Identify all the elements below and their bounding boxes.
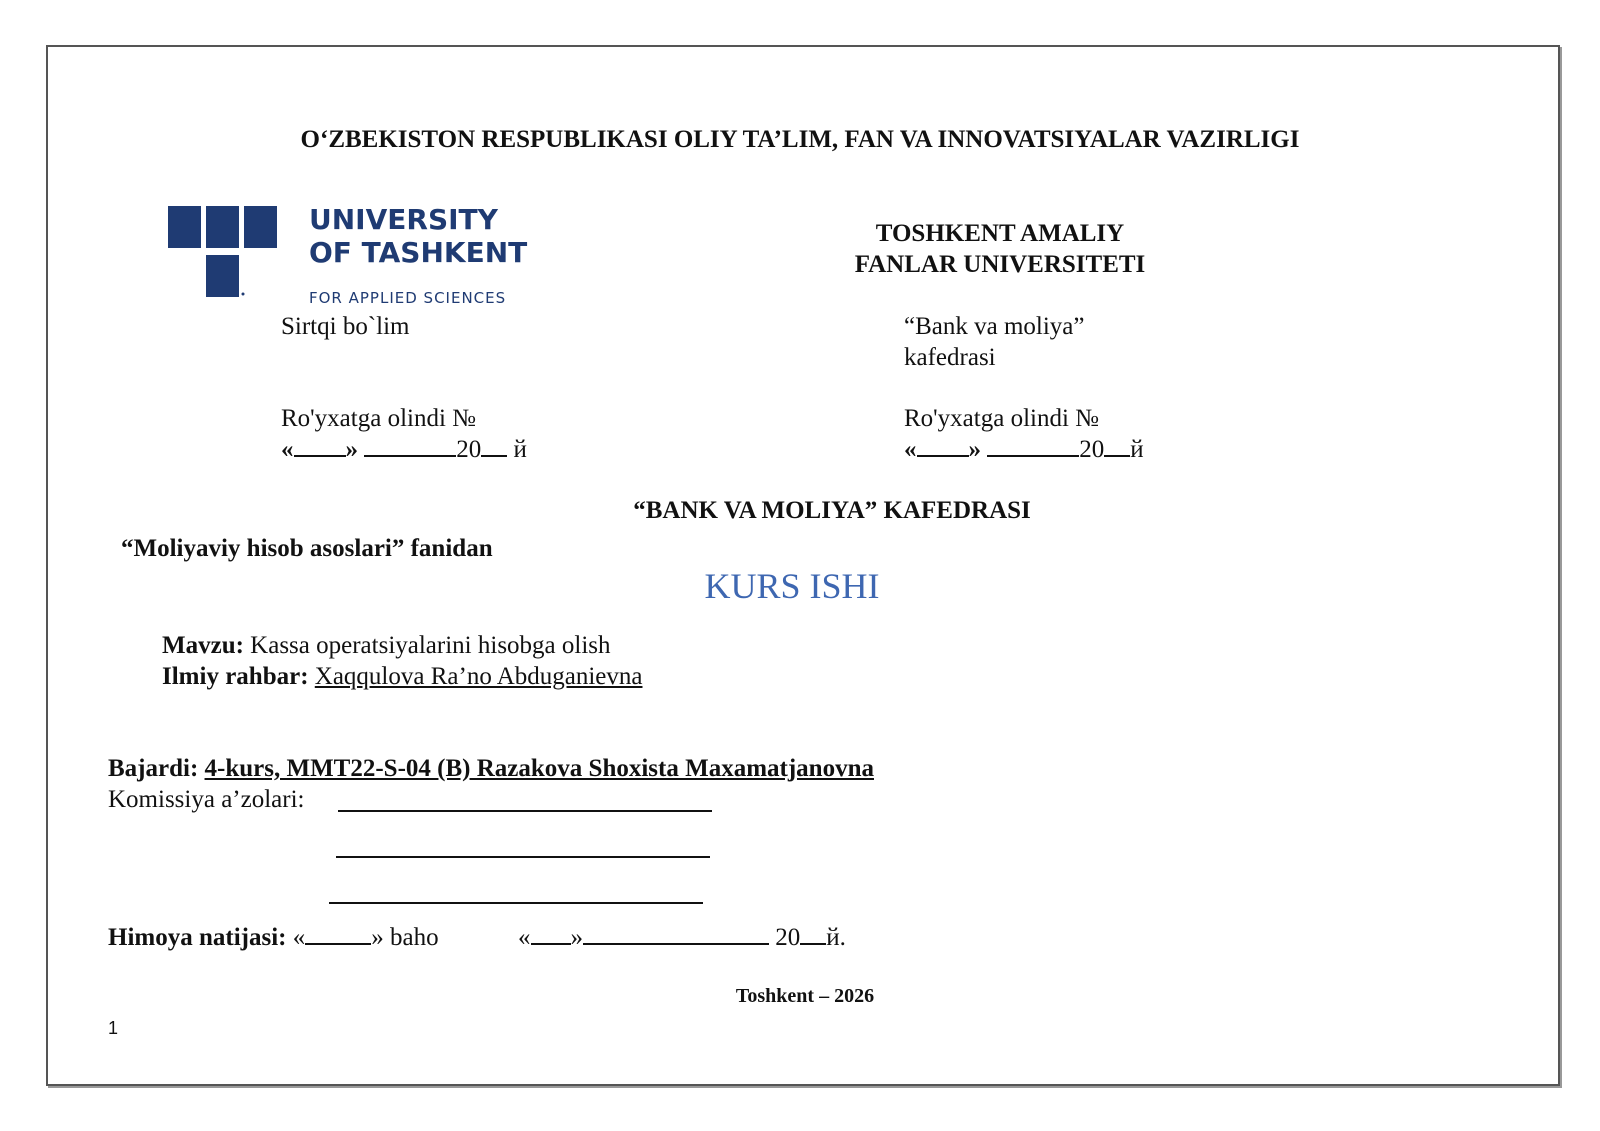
- university-name: [780, 218, 1220, 280]
- performer-value: 4-kurs, MMT22-S-04 (B) Razakova Shoxista Maxamatjanovna: [204, 755, 874, 782]
- commission-label: Komissiya a’zolari:: [108, 786, 305, 813]
- city-year: Toshkent – 2026: [735, 985, 875, 1007]
- commission-signature-line-2: [336, 856, 710, 858]
- topic-row: [162, 630, 611, 661]
- chair-name-line-2: kafedrasi: [904, 344, 996, 371]
- logo-line-2: OF TASHKENT: [309, 236, 528, 269]
- left-registered-label: Ro'yxatga olindi №: [281, 405, 477, 432]
- page-number: 1: [108, 1018, 119, 1038]
- commission-signature-line-3: [329, 902, 703, 904]
- chair-title: “BANK VA MOLIYA” KAFEDRASI: [633, 497, 1031, 524]
- topic-label: Mavzu:: [162, 632, 244, 659]
- university-logo-icon: [168, 206, 278, 306]
- performer-label: Bajardi:: [108, 755, 199, 782]
- advisor-value: Xaqqulova Ra’no Abduganievna: [314, 663, 643, 690]
- advisor-row: [162, 661, 642, 692]
- logo-line-1: UNIVERSITY: [309, 203, 498, 236]
- left-registration-date: « » 20 й: [281, 436, 527, 463]
- subject-line: “Moliyaviy hisob asoslari” fanidan: [121, 535, 493, 562]
- commission-signature-line-1: [338, 810, 712, 812]
- defense-result-row: Himoya natijasi: « » baho: [108, 924, 439, 951]
- chair-name-line-1: “Bank va moliya”: [904, 313, 1085, 340]
- defense-date: « » 20 й.: [518, 924, 846, 951]
- defense-label: Himoya natijasi:: [108, 924, 287, 951]
- department-label: Sirtqi bo`lim: [281, 313, 410, 340]
- university-name-line-1: TOSHKENT AMALIY: [875, 220, 1125, 247]
- ministry-title: O‘ZBEKISTON RESPUBLIKASI OLIY TA’LIM, FAN VA INNOVATSIYALAR VAZIRLIGI: [300, 126, 1300, 153]
- right-registered-label: Ro'yxatga olindi №: [904, 405, 1100, 432]
- document-type-title: KURS ISHI: [704, 566, 880, 606]
- right-registration-date: « » 20 й: [904, 436, 1144, 463]
- university-name-line-2: FANLAR UNIVERSITETI: [854, 251, 1146, 278]
- topic-value: Kassa operatsiyalarini hisobga olish: [243, 632, 611, 659]
- advisor-label: Ilmiy rahbar:: [162, 663, 309, 690]
- chair-name: [904, 311, 1085, 373]
- performer-row: [108, 753, 874, 784]
- logo-wordmark: [309, 203, 527, 269]
- logo-tagline: FOR APPLIED SCIENCES: [309, 289, 507, 307]
